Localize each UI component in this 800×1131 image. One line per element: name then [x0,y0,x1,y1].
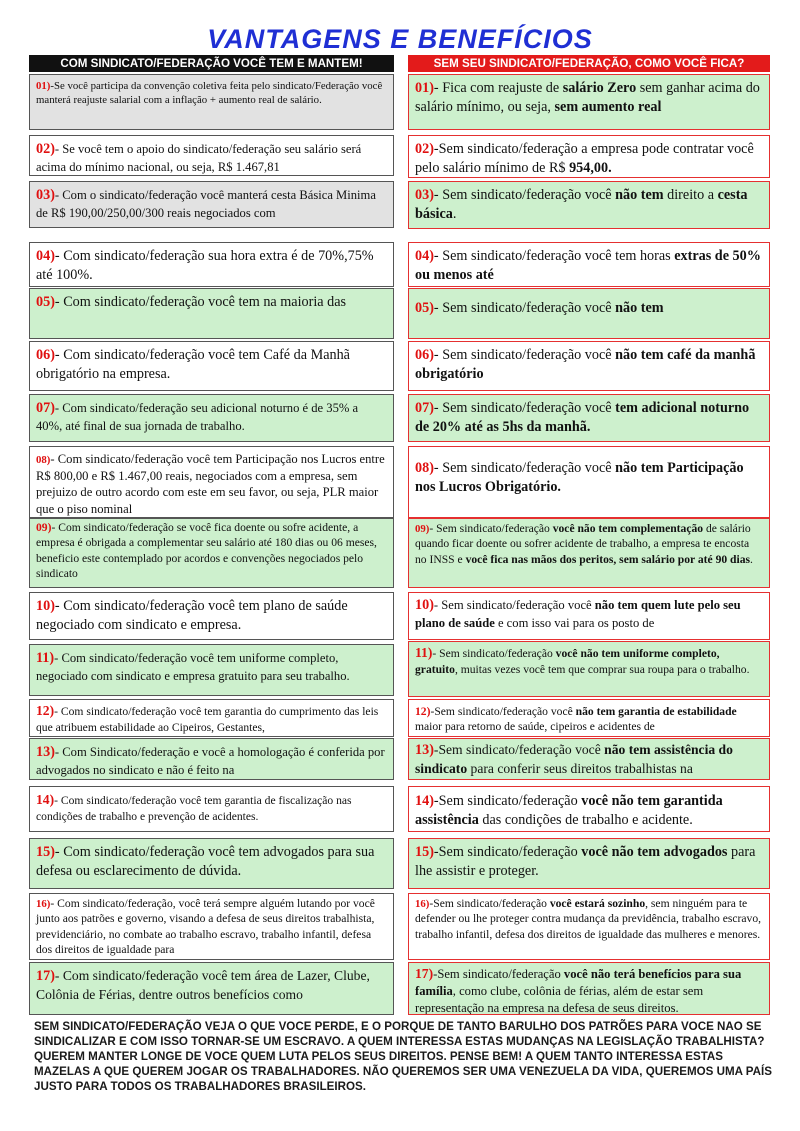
left-item-15: 15)- Com sindicato/federação você tem advogados para sua defesa ou esclarecimento de dúvida. [29,838,394,889]
right-item-16: 16)-Sem sindicato/federação você estará sozinho, sem ninguém para te defender ou lhe proteger contra mudança da previdência, trabalho escravo, trabalho infantil, defesa dos direitos de igualdade das mulheres e menores. [408,893,770,960]
left-item-01: 01)-Se você participa da convenção coletiva feita pelo sindicato/Federação você manterá reajuste salarial com a inflação + aumento real de salário. [29,74,394,130]
right-item-09: 09)- Sem sindicato/federação você não tem complementação de salário quando ficar doente ou sofrer acidente de trabalho, a empresa te encosta no INSS e você fica nas mãos dos peritos, sem salário por até 90 dias. [408,518,770,588]
right-item-17: 17)-Sem sindicato/federação você não terá benefícios para sua família, como clube, colônia de férias, além de estar sem representação na empresa na defesa de seus direitos. [408,962,770,1015]
left-item-11: 11)- Com sindicato/federação você tem uniforme completo, negociado com sindicato e empresa gratuito para seu trabalho. [29,644,394,696]
right-item-06: 06)- Sem sindicato/federação você não tem café da manhã obrigatório [408,341,770,391]
right-item-08: 08)- Sem sindicato/federação você não tem Participação nos Lucros Obrigatório. [408,446,770,518]
right-item-14: 14)-Sem sindicato/federação você não tem garantida assistência das condições de trabalho e acidente. [408,786,770,832]
right-item-10: 10)- Sem sindicato/federação você não tem quem lute pelo seu plano de saúde e com isso vai para os posto de [408,592,770,640]
right-column-header: SEM SEU SINDICATO/FEDERAÇÃO, COMO VOCÊ FICA? [408,55,770,72]
left-item-02: 02)- Se você tem o apoio do sindicato/federação seu salário será acima do mínimo nacional, ou seja, R$ 1.467,81 [29,135,394,176]
left-column-header: COM SINDICATO/FEDERAÇÃO VOCÊ TEM E MANTEM! [29,55,394,72]
right-item-13: 13)-Sem sindicato/federação você não tem assistência do sindicato para conferir seus direitos trabalhistas na [408,738,770,780]
left-item-07: 07)- Com sindicato/federação seu adicional noturno é de 35% a 40%, até final de sua jornada de trabalho. [29,394,394,442]
footer-message: SEM SINDICATO/FEDERAÇÃO VEJA O QUE VOCE PERDE, E O PORQUE DE TANTO BARULHO DOS PATRÕES PARA VOCE NAO SE SINDICALIZAR E COM ISSO TORNAR-SE UM ESCRAVO. A QUEM INTERESSA ESTAS MUDANÇAS NA LEGISLAÇÃO TRABALHISTA? QUEREM MANTER LONGE DE VOCE QUEM LUTA PELOS SEUS DIREITOS. PENSE BEM! A QUEM TANTO INTERESSA ESTAS MAZELAS A QUE QUEREM JOGAR OS TRABALHADORES. NÃO QUEREMOS SER UMA VENEZUELA DA VIDA, QUEREMOS UMA PAÍS JUSTO PARA TODOS OS TRABALHADORES BRASILEIROS. [34,1020,772,1094]
right-item-12: 12)-Sem sindicato/federação você não tem garantia de estabilidade maior para retorno de saúde, cipeiros e acidentes de [408,699,770,737]
right-item-15: 15)-Sem sindicato/federação você não tem advogados para lhe assistir e proteger. [408,838,770,889]
left-item-14: 14)- Com sindicato/federação você tem garantia de fiscalização nas condições de trabalho e prevenção de acidentes. [29,786,394,832]
page-title: VANTAGENS E BENEFÍCIOS [207,24,593,54]
right-item-11: 11)- Sem sindicato/federação você não tem uniforme completo, gratuito, muitas vezes você tem que comprar sua roupa para o trabalho. [408,641,770,697]
left-item-05: 05)- Com sindicato/federação você tem na maioria das [29,288,394,339]
left-item-04: 04)- Com sindicato/federação sua hora extra é de 70%,75% até 100%. [29,242,394,287]
left-item-06: 06)- Com sindicato/federação você tem Café da Manhã obrigatório na empresa. [29,341,394,391]
right-item-07: 07)- Sem sindicato/federação você tem adicional noturno de 20% até as 5hs da manhã. [408,394,770,442]
right-item-05: 05)- Sem sindicato/federação você não tem [408,288,770,339]
left-item-13: 13)- Com Sindicato/federação e você a homologação é conferida por advogados no sindicato e não é feito na [29,738,394,780]
right-item-02: 02)-Sem sindicato/federação a empresa pode contratar você pelo salário mínimo de R$ 954,00. [408,135,770,178]
left-item-08: 08)- Com sindicato/federação você tem Participação nos Lucros entre R$ 800,00 e R$ 1.467,00 reais, negociados com a empresa, sem prejuizo de outro acordo com este em seu favor, ou seja, PLR maior que o piso nominal [29,446,394,518]
left-item-12: 12)- Com sindicato/federação você tem garantia do cumprimento das leis que atribuem estabilidade ao Cipeiros, Gestantes, [29,699,394,737]
left-item-03: 03)- Com o sindicato/federação você manterá cesta Básica Minima de R$ 190,00/250,00/300 reais negociados com [29,181,394,228]
right-item-01: 01)- Fica com reajuste de salário Zero sem ganhar acima do salário mínimo, ou seja, sem aumento real [408,74,770,130]
left-item-10: 10)- Com sindicato/federação você tem plano de saúde negociado com sindicato e empresa. [29,592,394,640]
right-item-04: 04)- Sem sindicato/federação você tem horas extras de 50% ou menos até [408,242,770,287]
left-item-17: 17)- Com sindicato/federação você tem área de Lazer, Clube, Colônia de Férias, dentre outros benefícios como [29,962,394,1015]
left-item-09: 09)- Com sindicato/federação se você fica doente ou sofre acidente, a empresa é obrigada a complementar seu salário até 180 dias ou 06 meses, beneficio este contemplado por acordos e convenções negociados pelo sindicato [29,518,394,588]
right-item-03: 03)- Sem sindicato/federação você não tem direito a cesta básica. [408,181,770,229]
left-item-16: 16)- Com sindicato/federação, você terá sempre alguém lutando por você junto aos patrões e governo, visando a defesa de seus direitos trabalhista, previdenciário, no combate ao trabalho escravo, trabalho infantil, defesa dos direitos de igualdade para [29,893,394,960]
